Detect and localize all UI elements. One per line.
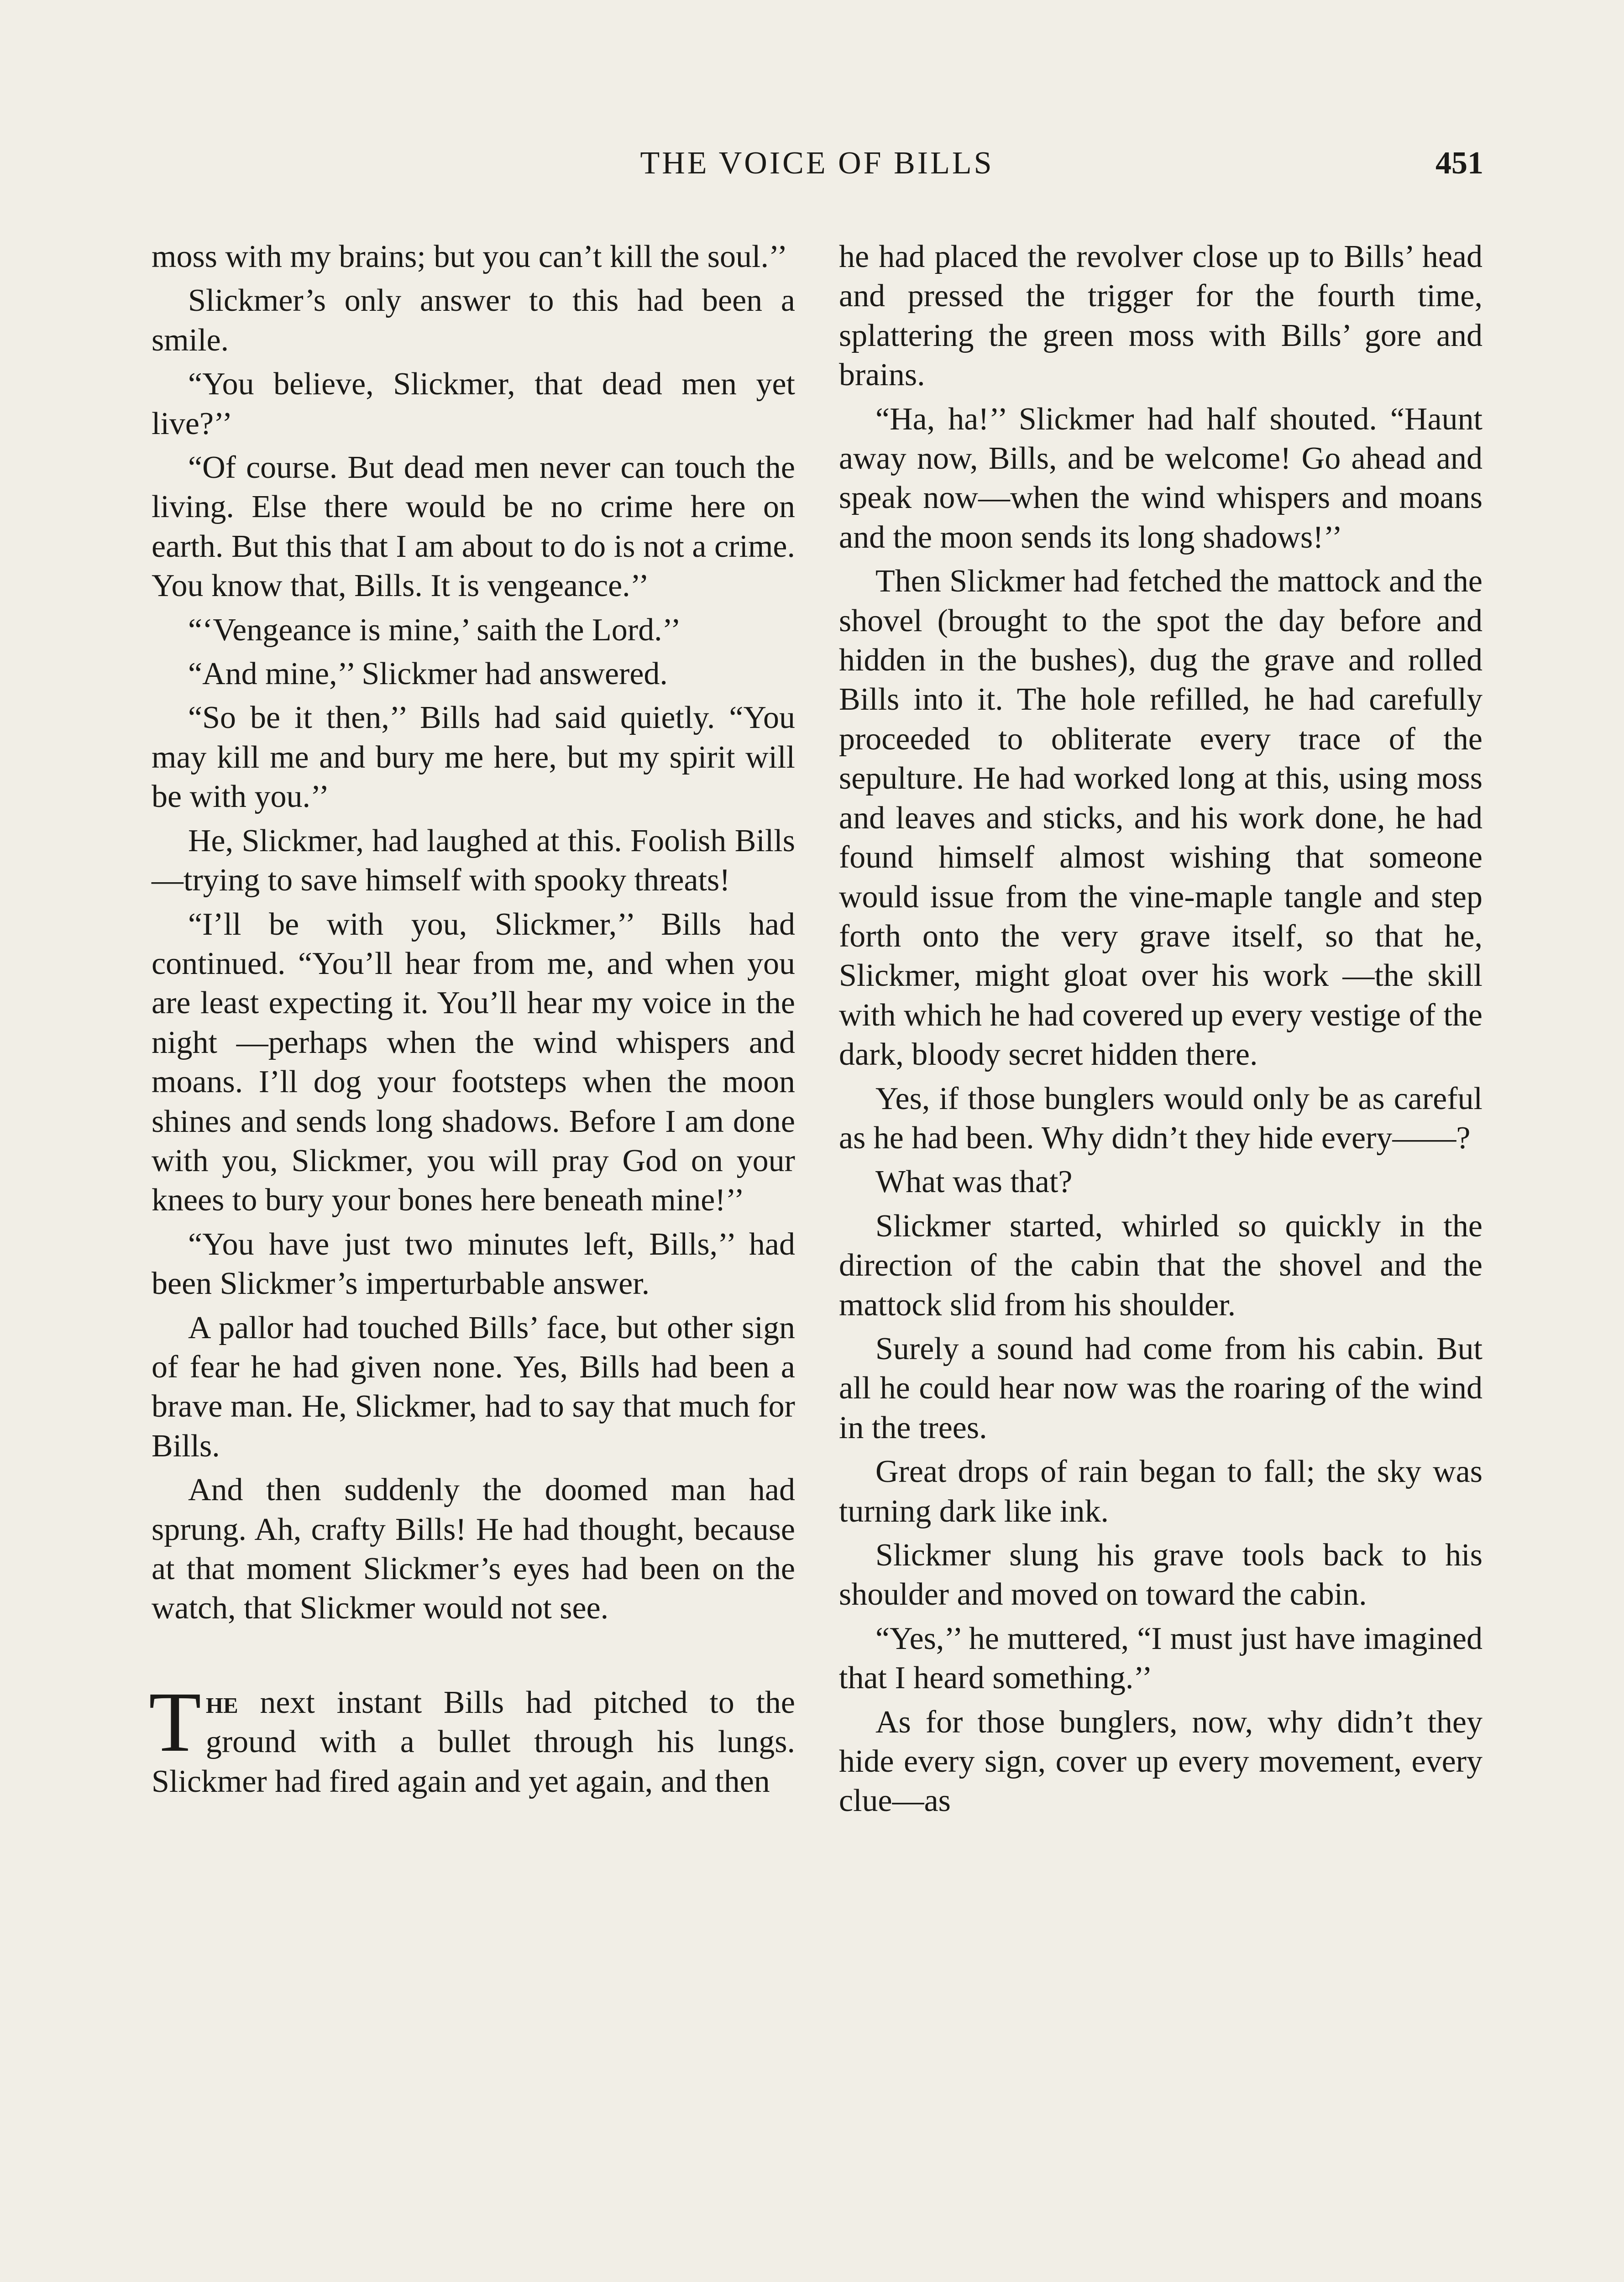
paragraph: And then suddenly the doomed man had sprung. Ah, crafty Bills! He had thought, because at that moment Slickmer’s eyes had been on the watch, that Slickmer would not see. xyxy=(152,1472,795,1626)
paragraph: Surely a sound had come from his cabin. But all he could hear now was the roaring of the wind in the trees. xyxy=(839,1331,1483,1445)
paragraph: “So be it then,’’ Bills had said quietly. “You may kill me and bury me here, but my spirit will be with you.’’ xyxy=(152,700,795,815)
right-column xyxy=(839,237,1483,1826)
small-caps-word: he xyxy=(205,1685,238,1720)
paragraph: “Ha, ha!’’ Slickmer had half shouted. “Haunt away now, Bills, and be welcome! Go ahead and speak now—when the wind whispers and moans and the moon sends its long shadows!’’ xyxy=(839,401,1483,555)
paragraph: “And mine,’’ Slickmer had answered. xyxy=(188,656,668,692)
paragraph: A pallor had touched Bills’ face, but other sign of fear he had given none. Yes, Bills had been a brave man. He, Slickmer, had to say that much for Bills. xyxy=(152,1310,795,1464)
paragraph: “Of course. But dead men never can touch the living. Else there would be no crime here on earth. But this that I am about to do is not a crime. You know that, Bills. It is vengeance.’’ xyxy=(152,450,795,604)
paragraph: “You believe, Slickmer, that dead men yet live?’’ xyxy=(152,366,795,441)
paragraph: Slickmer slung his grave tools back to his shoulder and moved on toward the cabin. xyxy=(839,1538,1483,1612)
page-number: 451 xyxy=(1435,146,1483,181)
running-header xyxy=(151,145,1483,191)
left-column xyxy=(149,237,796,1806)
paragraph: He, Slickmer, had laughed at this. Foolish Bills—trying to save himself with spooky threats! xyxy=(152,823,795,898)
paragraph: Slickmer’s only answer to this had been a smile. xyxy=(152,283,795,358)
paragraph: moss with my brains; but you can’t kill the soul.’’ xyxy=(152,239,788,274)
section-opening-paragraph xyxy=(149,1674,796,1801)
paragraph: As for those bunglers, now, why didn’t they hide every sign, cover up every movement, every clue—as xyxy=(839,1704,1483,1819)
paragraph: “I’ll be with you, Slickmer,’’ Bills had continued. “You’ll hear from me, and when you are least expecting it. You’ll hear my voice in the night —perhaps when the wind whispers and moans. I’ll dog your footsteps when the moon shines and sends long shadows. Before I am done with you, Slickmer, you will pray God on your knees to bury your bones here beneath mine!’’ xyxy=(152,906,795,1218)
paragraph: Great drops of rain began to fall; the sky was turning dark like ink. xyxy=(839,1454,1483,1529)
paragraph: “‘Vengeance is mine,’ saith the Lord.’’ xyxy=(188,612,681,648)
paragraph: Slickmer started, whirled so quickly in the direction of the cabin that the shovel and the mattock slid from his shoulder. xyxy=(839,1208,1483,1323)
paragraph: What was that? xyxy=(875,1164,1073,1200)
section-text: next instant Bills had pitched to the ground with a bullet through his lungs. Slickmer had fired again and yet again, and then xyxy=(152,1685,796,1799)
paragraph: Yes, if those bunglers would only be as careful as he had been. Why didn’t they hide every——? xyxy=(839,1081,1483,1156)
paragraph: he had placed the revolver close up to Bills’ head and pressed the trigger for the fourth time, splattering the green moss with Bills’ gore and brains. xyxy=(839,239,1483,393)
paragraph: Then Slickmer had fetched the mattock and the shovel (brought to the spot the day before and hidden in the bushes), dug the grave and rolled Bills into it. The hole refilled, he had carefully proceeded to obliterate every trace of the sepulture. He had worked long at this, using moss and leaves and sticks, and his work done, he had found himself almost wishing that someone would issue from the vine-maple tangle and step forth onto the very grave itself, so that he, Slickmer, might gloat over his work —the skill with which he had covered up every vestige of the dark, bloody secret hidden there. xyxy=(839,564,1483,1073)
paragraph: “Yes,’’ he muttered, “I must just have imagined that I heard something.’’ xyxy=(839,1621,1483,1696)
running-title: THE VOICE OF BILLS xyxy=(640,146,994,181)
paragraph: “You have just two minutes left, Bills,’’ had been Slickmer’s imperturbable answer. xyxy=(152,1226,795,1302)
drop-cap: T xyxy=(149,1674,201,1769)
